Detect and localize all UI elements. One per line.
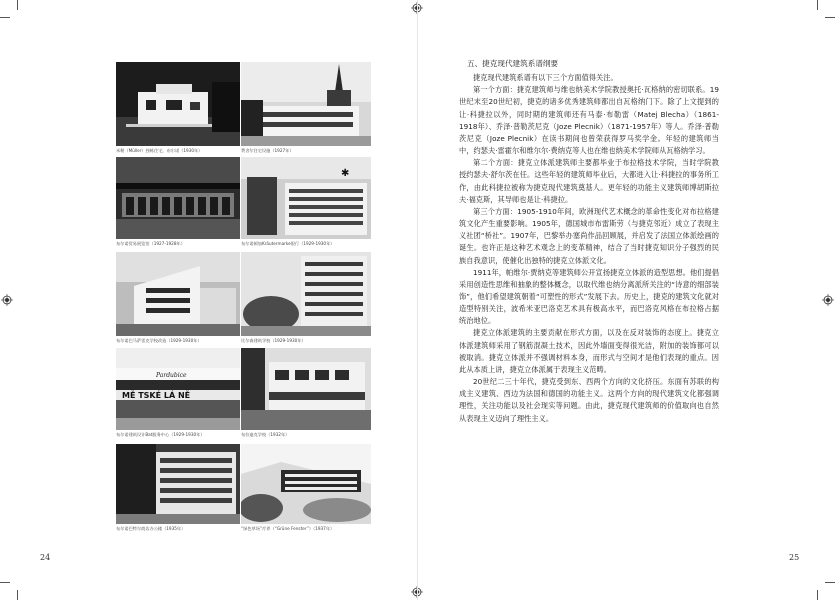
paragraph: 第二个方面：捷克立体派建筑师主要都毕业于布拉格技术学院，当时学院教授约瑟夫·舒尔茨在任。这些年轻的建筑师毕业后，大都进入让·科捷拉的事务所工作，由此科捷拉被称为捷克现代建筑奠基人。更年轻的功能主义建筑师博胡斯拉夫·福克斯，其导师也是让·科捷拉。 (459, 158, 719, 204)
crop-mark (0, 582, 10, 583)
photo-caption: 布尔诺巴马萨雷克学校改造（1929-1930年） (116, 338, 202, 343)
photo-brno-exhibition-hall (116, 157, 240, 239)
photo-bata-office-store (116, 444, 240, 524)
section-title: 五、捷克现代建筑系谱纲要 (467, 59, 559, 68)
registration-mark-right-icon (822, 294, 834, 306)
photo-fischer-house (241, 62, 371, 146)
svg-text:✱: ✱ (341, 168, 350, 179)
photo-pilsen-school (241, 252, 371, 336)
crop-mark (817, 590, 818, 600)
photo-brno-bank (241, 157, 371, 239)
paragraph: 1911年，帕维尔·贾纳克等建筑师公开宣扬捷克立体派的造型思想。他们提倡采用创造性思维和抽象的整体概念，以取代维也纳分离派所关注的“诗意的细部装饰”，他们希望建筑朝着“可塑性的形式”发展下去。历史上，捷克的建筑文化就对造型特别关注，波希米亚巴洛克艺术具有极高水平，而巴洛克风格在布拉格占据统治地位。 (459, 267, 719, 326)
photo-bradik-school (241, 348, 371, 430)
photo-villa-muller (116, 62, 240, 146)
photo-caption: 布尔诺建筑设计Bat服务中心（1929-1930年） (116, 432, 205, 437)
page-number-left: 24 (40, 553, 51, 562)
paragraph: 捷克立体派建筑的主要贡献在形式方面，以及在反对装饰的态度上。捷克立体派建筑师采用了钢筋混凝土技术，因此外墙面变得很光洁，附加的装饰都可以被取消。捷克立体派并不强调材料本身，而形式与空间才是他们表现的重点。因此从本质上讲，捷克立体派属于表现主义范畴。 (459, 328, 719, 374)
paragraph: 捷克现代建筑系谱有以下三个方面值得关注。 (473, 73, 618, 83)
page-gutter (417, 0, 418, 600)
photo-banner-text: Pardubice (156, 372, 187, 379)
crop-mark (17, 590, 18, 600)
paragraph: 第三个方面：1905-1910年间，欧洲现代艺术概念的革命性变化对布拉格建筑文化产生重要影响。1905年，德国城市布雷斯劳（与捷克邻近）成立了表现主义社团“桥社”。1907年，巴黎举办塞尚作品回顾展，并启发了法国立体派绘画的诞生。也许正是这种艺术观念上的变革精神，结合了当时捷克知识分子强烈的民族自我意识，使催化出独特的捷克立体派文化。 (459, 206, 719, 265)
crop-mark (817, 0, 818, 10)
photo-caption: “绿色草场”疗养（“Grüne Fenster”）（1937年） (241, 526, 335, 531)
photo-sign-text: MĚ TSKÉ LÁ NĚ (122, 391, 191, 400)
photo-caption: 布尔诺顿加Kräutermarke银行（1929-1930年） (241, 241, 335, 246)
crop-mark (825, 582, 835, 583)
registration-mark-left-icon (1, 294, 13, 306)
photo-green-frog-sanatorium (241, 444, 371, 524)
photo-masaryk-school (116, 252, 240, 336)
photo-caption: 费舍尔住宅设施（1927年） (241, 148, 294, 153)
paragraph: 第一个方面：捷克建筑师与维也纳美术学院教授奥托·瓦格纳的密切联系。19世纪末至20世纪初，捷克的诸多优秀建筑师都出自瓦格纳门下。除了上文提到的让·科捷拉以外，同时期的建筑师还有马泰·布勒雷（Matej Blecha）（1861-1918年）、乔泽·普勒茨尼克（Joze Plecnik）（1871-1957年）等人。乔泽·普勒茨尼克（Joze Plecnik）在读书期间也曾荣获得罗马奖学金。年轻的建筑师当中，约瑟夫·雷霍尔和维尔尔·费纳克等人也在维也纳美术学院师从瓦格纳学习。 (459, 85, 719, 156)
crop-mark (17, 0, 18, 10)
page-number-right: 25 (789, 553, 800, 562)
article-text (459, 58, 719, 425)
photo-caption: 布拉迪克学校（1932年） (241, 432, 290, 437)
photo-caption: 比尔森建筑学校（1929-1930年） (241, 338, 306, 343)
photo-caption: 布尔诺巴特尔商店办公楼（1935年） (116, 526, 186, 531)
crop-mark (0, 17, 10, 18)
paragraph: 20世纪二三十年代，捷克受到东、西两个方向的文化挤压。东面有苏联的构成主义建筑、西边为法国和德国的功能主义。这两个方向的现代建筑文化都强调理性，关注功能以及社会现实等问题。由此，捷克现代建筑师的价值取向也自然从表现主义迈向了理性主义。 (459, 377, 719, 423)
photo-caption: 布尔诺贸易展览馆（1927-1928年） (116, 241, 185, 246)
photo-bata-service-center (116, 348, 240, 430)
photo-caption: 米勒（Müller）独栋住宅，布尔诺（1930年） (116, 148, 203, 153)
crop-mark (825, 17, 835, 18)
